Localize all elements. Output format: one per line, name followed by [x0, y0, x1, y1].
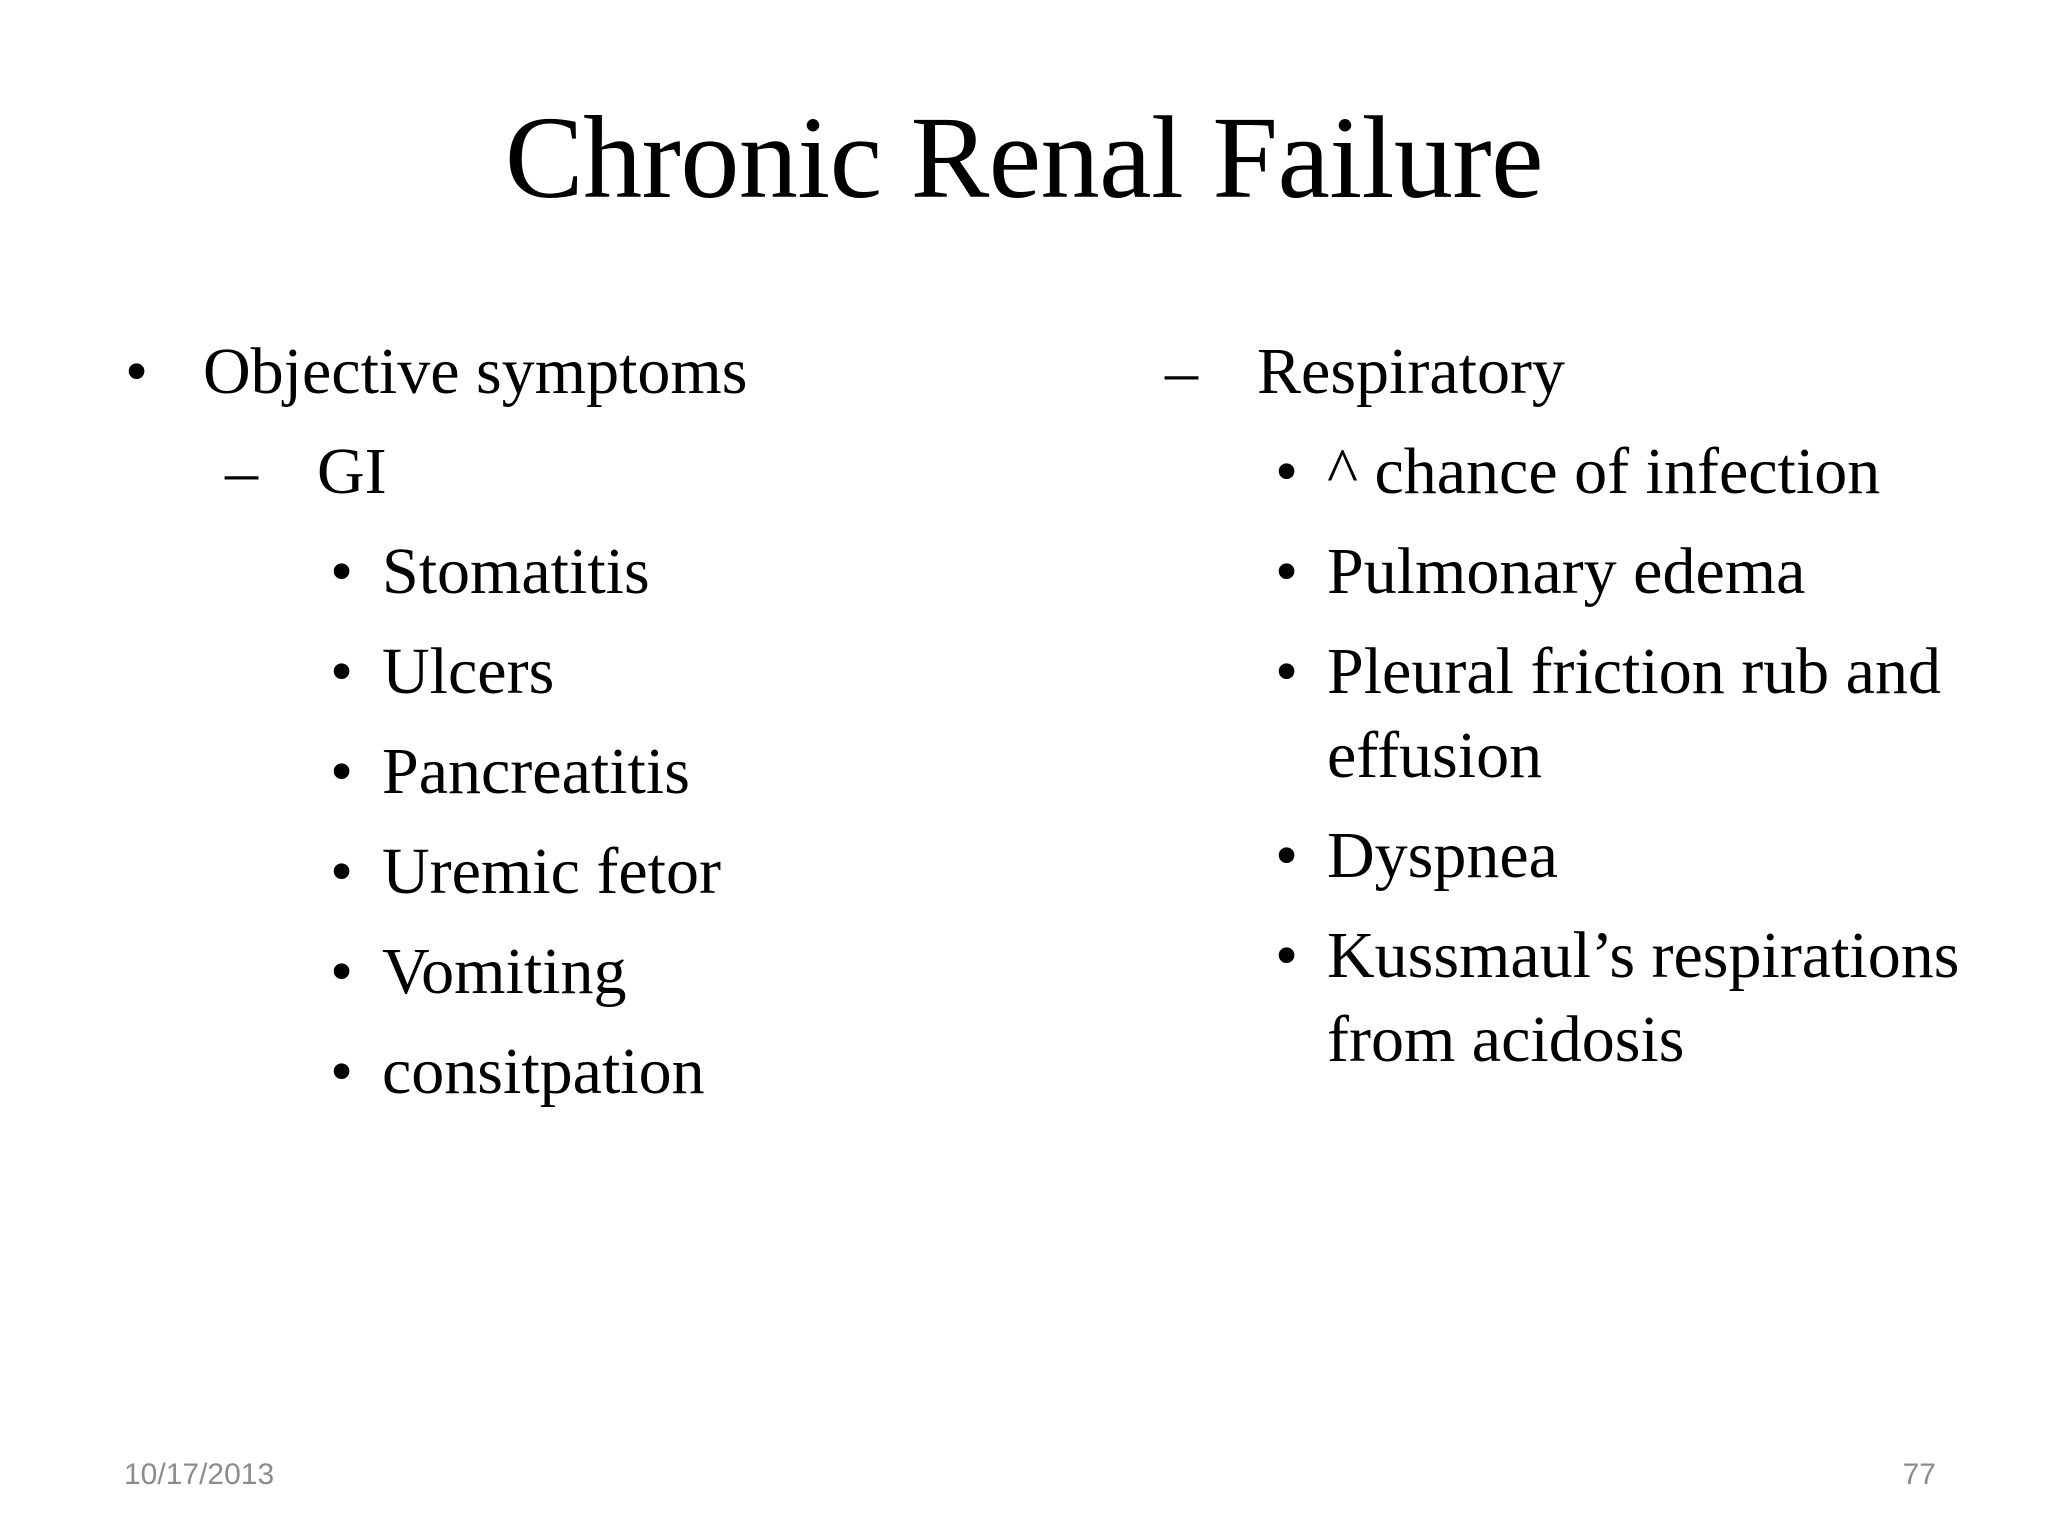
- list-item: [1275, 630, 1965, 798]
- subbullet-respiratory: [1165, 330, 1965, 414]
- bullet-icon: •: [330, 535, 354, 608]
- bullet-icon: •: [1275, 435, 1299, 508]
- subbullet-text: Respiratory: [1257, 335, 1565, 408]
- list-item: [330, 730, 1065, 814]
- list-item-text: Pleural friction rub and effusion: [1327, 635, 1941, 792]
- bullet-icon: •: [1275, 635, 1299, 708]
- bullet-icon: •: [1275, 535, 1299, 608]
- bullet-icon: •: [125, 335, 149, 408]
- list-item: [330, 530, 1065, 614]
- list-item-text: Pancreatitis: [382, 735, 690, 808]
- bullet-icon: •: [330, 835, 354, 908]
- list-item-text: Uremic fetor: [382, 835, 721, 908]
- dash-icon: –: [225, 435, 258, 508]
- right-column: [1165, 330, 1965, 1098]
- subbullet-text: GI: [317, 435, 387, 508]
- list-item-text: Ulcers: [382, 635, 555, 708]
- list-item: [330, 630, 1065, 714]
- list-item-text: ^ chance of infection: [1327, 435, 1881, 508]
- list-item: [330, 830, 1065, 914]
- bullet-text: Objective symptoms: [203, 335, 748, 408]
- list-item: [1275, 914, 1965, 1082]
- list-item: [1275, 530, 1965, 614]
- bullet-icon: •: [1275, 919, 1299, 992]
- list-item-text: Pulmonary edema: [1327, 535, 1806, 608]
- list-item-text: Stomatitis: [382, 535, 650, 608]
- list-item-text: consitpation: [382, 1035, 705, 1108]
- bullet-icon: •: [330, 1035, 354, 1108]
- slide-title: Chronic Renal Failure: [504, 92, 1544, 223]
- list-item: [330, 930, 1065, 1014]
- dash-icon: –: [1165, 335, 1198, 408]
- bullet-objective-symptoms: [125, 330, 1065, 414]
- list-item-text: Vomiting: [382, 935, 627, 1008]
- page-number: 77: [1902, 1458, 1936, 1491]
- list-item-text: Dyspnea: [1327, 819, 1558, 892]
- list-item: [1275, 430, 1965, 514]
- bullet-icon: •: [1275, 819, 1299, 892]
- list-item-text: Kussmaul’s respirations from acidosis: [1327, 919, 1960, 1076]
- bullet-icon: •: [330, 635, 354, 708]
- subbullet-gi: [225, 430, 1065, 514]
- bullet-icon: •: [330, 735, 354, 808]
- list-item: [330, 1030, 1065, 1114]
- footer-date: 10/17/2013: [124, 1458, 275, 1491]
- list-item: [1275, 814, 1965, 898]
- bullet-icon: •: [330, 935, 354, 1008]
- left-column: [125, 330, 1065, 1130]
